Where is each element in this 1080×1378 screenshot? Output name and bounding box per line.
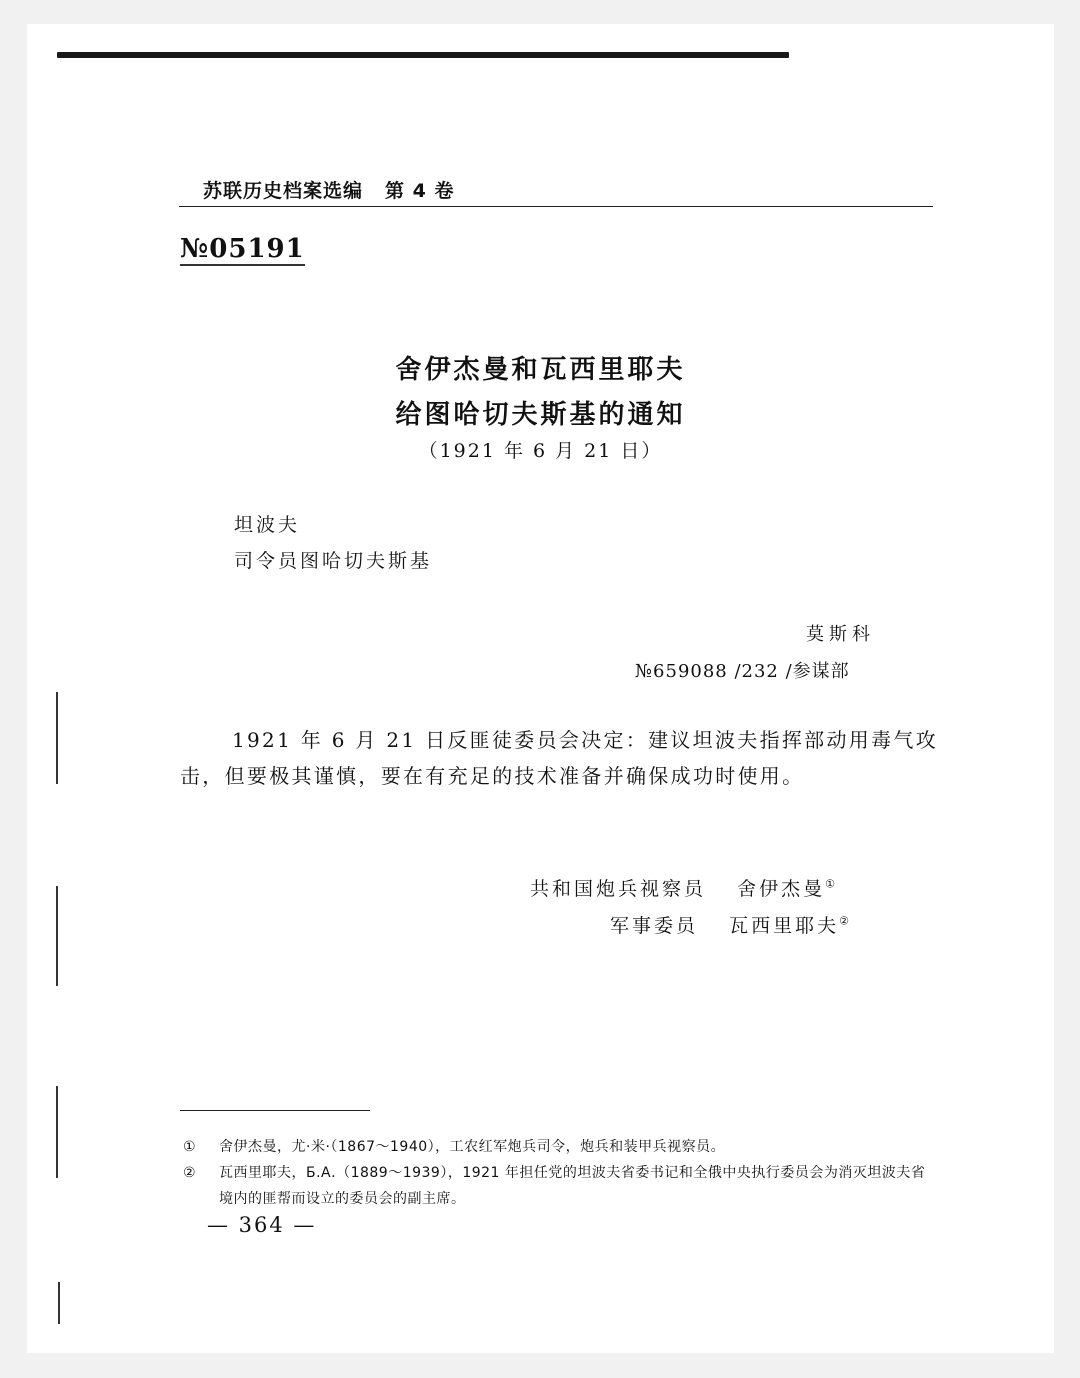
signature-name: 舍伊杰曼: [737, 878, 826, 900]
signature-name: 瓦西里耶夫: [729, 915, 840, 937]
body-text: 1921 年 6 月 21 日反匪徒委员会决定：建议坦波夫指挥部动用毒气攻击，但要极其谨慎，要在有充足的技术准备并确保成功时使用。: [180, 728, 938, 788]
body-paragraph: [180, 722, 938, 794]
scan-edge-line: [56, 1086, 58, 1178]
header-rule: [179, 206, 933, 207]
footnote-mark: ②: [183, 1165, 197, 1181]
footnote-text: 舍伊杰曼，尤·米·（1867～1940），工农红军炮兵司令，炮兵和装甲兵视察员。: [219, 1139, 726, 1155]
title-line-2: 给图哈切夫斯基的通知: [395, 400, 686, 430]
title-line-1: 舍伊杰曼和瓦西里耶夫: [395, 355, 686, 385]
page-number: — 364 —: [207, 1213, 317, 1237]
volume-label: 第 4 卷: [385, 180, 455, 202]
footnote-1: [183, 1134, 939, 1160]
signature-role: 共和国炮兵视察员: [530, 878, 707, 900]
document-page: [27, 24, 1054, 1353]
scan-edge-line: [56, 886, 58, 986]
book-title: 苏联历史档案选编: [203, 180, 364, 202]
recipient-name: 司令员图哈切夫斯基: [234, 550, 433, 572]
reference-number: №659088 /232 /参谋部: [635, 661, 850, 682]
sender-place: 莫斯科: [806, 624, 875, 645]
footnote-text: 瓦西里耶夫，Б.А.（1889～1939），1921 年担任党的坦波夫省委书记和全俄中央执行委员会为消灭坦波夫省境内的匪帮而设立的委员会的副主席。: [219, 1165, 926, 1207]
recipient-place: 坦波夫: [234, 514, 301, 536]
signature-1: [530, 874, 835, 901]
signature-2: [610, 911, 849, 938]
footnote-2: [183, 1160, 939, 1212]
scan-edge-line: [56, 692, 58, 784]
footnote-ref: ①: [825, 877, 835, 891]
signature-role: 军事委员: [610, 915, 699, 937]
document-date: （1921 年 6 月 21 日）: [418, 440, 663, 462]
scan-top-bar: [57, 52, 789, 58]
footnote-mark: ①: [183, 1139, 197, 1155]
running-header: [203, 176, 454, 203]
scan-edge-line: [58, 1282, 60, 1324]
footnote-rule: [180, 1110, 370, 1111]
footnote-ref: ②: [839, 914, 849, 928]
document-number: №05191: [180, 234, 305, 264]
